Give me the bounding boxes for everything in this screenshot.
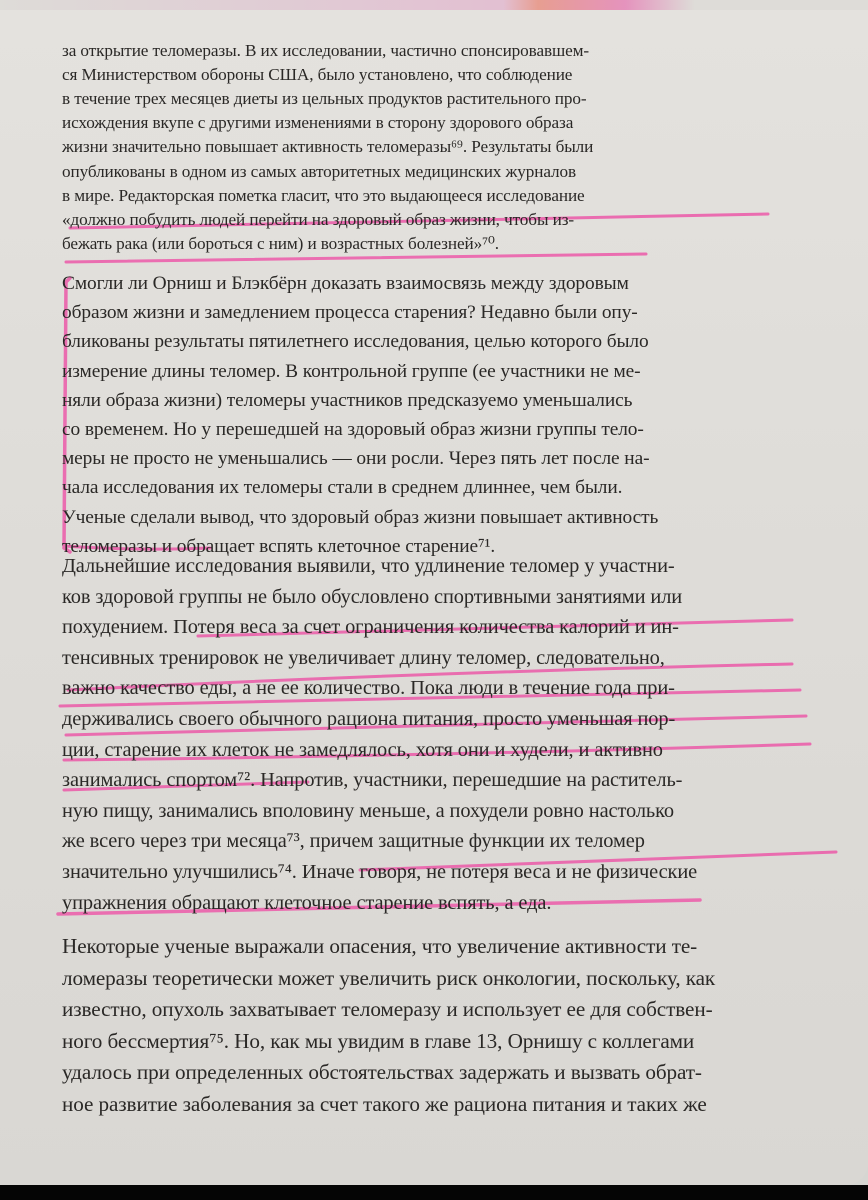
text-line: чала исследования их теломеры стали в среднем длиннее, чем были. [62,477,623,499]
text-line: ции, старение их клеток не замедлялось, хотя они и худели, и активно [62,738,663,761]
text-line: известно, опухоль захватывает теломеразу и использует ее для собствен- [62,997,713,1021]
text-line: опубликованы в одном из самых авторитетных медицинских журналов [62,161,577,181]
text-line: жизни значительно повышает активность теломеразы⁶⁹. Результаты были [62,137,594,157]
text-line: образом жизни и замедлением процесса старения? Недавно были опу- [62,302,638,324]
text-line: в течение трех месяцев диеты из цельных продуктов растительного про- [62,89,587,109]
text-line: ломеразы теоретически может увеличить риск онкологии, поскольку, как [62,965,716,990]
text-line: удалось при определенных обстоятельствах задержать и вызвать обрат- [62,1060,702,1084]
text-line: держивались своего обычного рациона питания, просто уменьшая пор- [62,708,676,730]
top-edge-decoration [0,0,868,10]
text-line: «должно побудить людей перейти на здоровый образ жизни, чтобы из- [62,209,575,229]
text-line: ся Министерством обороны США, было установлено, что соблюдение [62,65,573,85]
text-line: со временем. Но у перешедшей на здоровый образ жизни группы тело- [62,419,644,440]
text-line: няли образа жизни) теломеры участников предсказуемо уменьшались [62,389,633,411]
text-line: ную пищу, занимались вполовину меньше, а похудели ровно настолько [62,799,674,822]
text-line: занимались спортом⁷². Напротив, участники, перешедшие на раститель- [62,769,683,792]
text-line: бежать рака (или бороться с ним) и возрастных болезней»⁷⁰. [62,233,499,253]
text-line: ного бессмертия⁷⁵. Но, как мы увидим в главе 13, Орнишу с коллегами [62,1028,695,1053]
text-line: тенсивных тренировок не увеличивает длину теломер, следовательно, [62,646,665,669]
text-line: Ученые сделали вывод, что здоровый образ жизни повышает активность [62,506,659,528]
text-line: в мире. Редакторская пометка гласит, что это выдающееся исследование [62,185,585,205]
text-line: теломеразы и обращает вспять клеточное старение⁷¹. [62,535,496,557]
text-line: важно качество еды, а не ее количество. Пока люди в течение года при- [62,677,675,700]
text-line: за открытие теломеразы. В их исследовании, частично спонсировавшем- [62,41,590,60]
underline-mark [66,254,646,262]
text-line: исхождения вкупе с другими изменениями в сторону здорового образа [62,113,574,133]
text-line: похудением. Потеря веса за счет ограничения количества калорий и ин- [62,616,679,639]
text-line: ков здоровой группы не было обусловлено спортивными занятиями или [62,585,683,608]
text-line: измерение длины теломер. В контрольной группе (ее участники не ме- [62,360,641,382]
text-line: Дальнейшие исследования выявили, что удлинение теломер у участни- [62,555,675,577]
text-line: Некоторые ученые выражали опасения, что увеличение активности те- [62,934,698,958]
text-line: меры не просто не уменьшались — они росли. Через пять лет после на- [62,448,650,470]
text-line: упражнения обращают клеточное старение вспять, а еда. [62,891,552,914]
text-line: же всего через три месяца⁷³, причем защитные функции их теломер [62,830,645,853]
text-line: значительно улучшились⁷⁴. Иначе говоря, не потеря веса и не физические [62,861,698,883]
text-line: Смогли ли Орниш и Блэкбёрн доказать взаимосвязь между здоровым [62,273,629,294]
text-line: ное развитие заболевания за счет такого же рациона питания и таких же [62,1091,707,1116]
text-line: бликованы результаты пятилетнего исследования, целью которого было [62,331,649,353]
bottom-edge [0,1185,868,1200]
